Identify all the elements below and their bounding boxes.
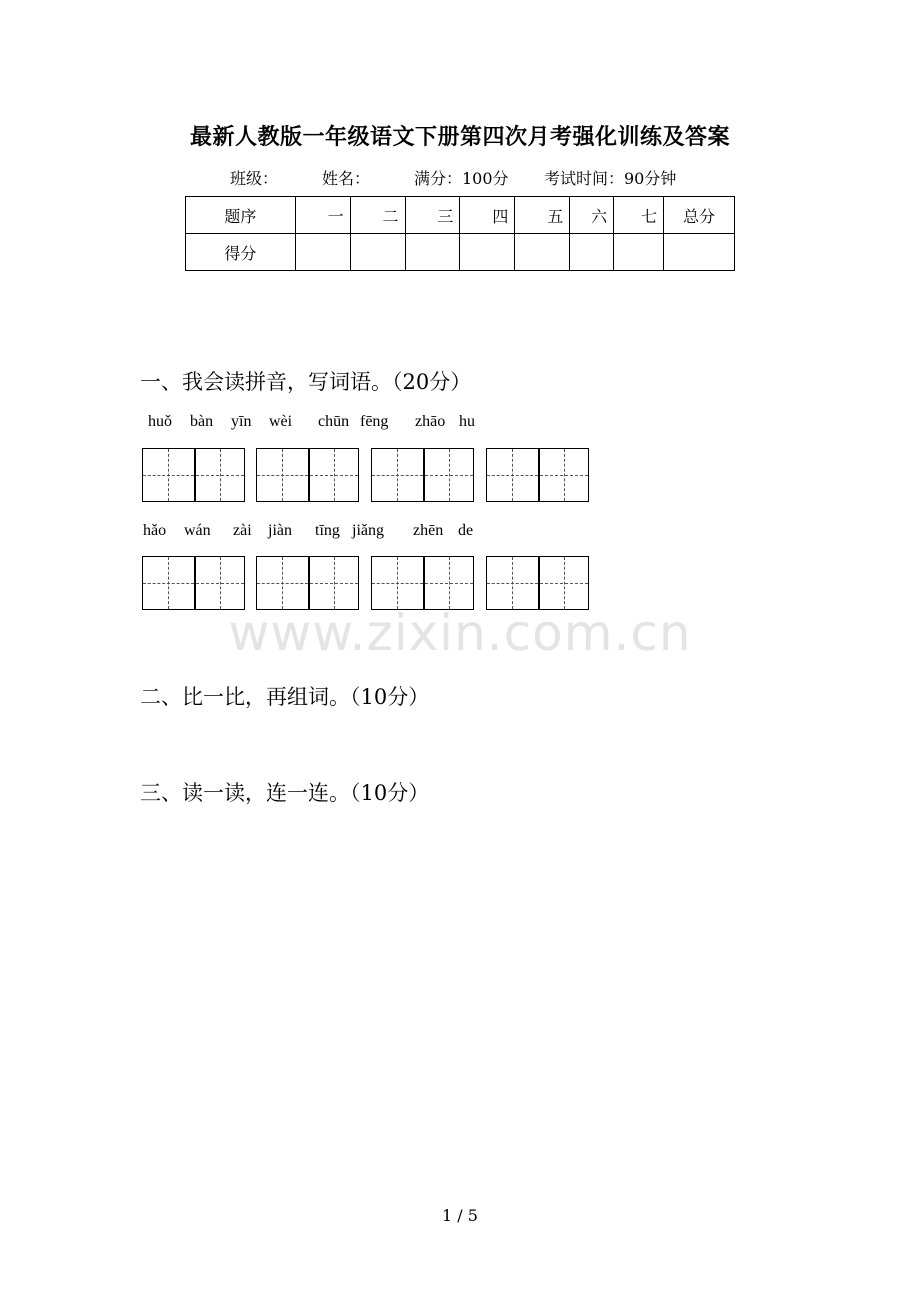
column-header: 四 bbox=[460, 197, 515, 234]
pinyin-syllable: jiàn bbox=[268, 522, 292, 539]
writing-grid[interactable] bbox=[371, 556, 474, 610]
pinyin-syllable: yīn bbox=[231, 413, 252, 430]
pinyin-syllable: bàn bbox=[190, 413, 214, 430]
column-header: 七 bbox=[614, 197, 664, 234]
writing-cell[interactable] bbox=[308, 557, 359, 609]
writing-cell[interactable] bbox=[538, 449, 589, 501]
column-header: 二 bbox=[350, 197, 405, 234]
writing-cell[interactable] bbox=[487, 557, 538, 609]
writing-cell[interactable] bbox=[308, 449, 359, 501]
section-3-heading: 三、读一读，连一连。（10分） bbox=[140, 781, 430, 805]
writing-grid[interactable] bbox=[486, 448, 589, 502]
writing-grid[interactable] bbox=[256, 556, 359, 610]
pinyin-syllable: fēng bbox=[360, 413, 389, 430]
score-cell[interactable] bbox=[350, 234, 405, 271]
writing-cell[interactable] bbox=[257, 557, 308, 609]
score-cell[interactable] bbox=[614, 234, 664, 271]
score-cell[interactable] bbox=[570, 234, 614, 271]
writing-cell[interactable] bbox=[143, 557, 194, 609]
writing-grid[interactable] bbox=[256, 448, 359, 502]
pinyin-syllable: hu bbox=[459, 413, 475, 430]
name-label: 姓名： bbox=[322, 169, 371, 188]
pinyin-syllable: zài bbox=[233, 522, 252, 539]
column-header: 六 bbox=[570, 197, 614, 234]
writing-cell[interactable] bbox=[487, 449, 538, 501]
pinyin-syllable: wán bbox=[184, 522, 211, 539]
score-cell[interactable] bbox=[295, 234, 350, 271]
writing-grid[interactable] bbox=[142, 448, 245, 502]
section-2-heading: 二、比一比，再组词。（10分） bbox=[140, 685, 430, 709]
pinyin-syllable: huǒ bbox=[148, 413, 172, 430]
column-header: 五 bbox=[515, 197, 570, 234]
writing-cell[interactable] bbox=[423, 557, 474, 609]
pinyin-syllable: chūn bbox=[318, 413, 350, 430]
writing-cell[interactable] bbox=[194, 449, 245, 501]
pinyin-syllable: tīng bbox=[315, 522, 340, 539]
column-header: 一 bbox=[295, 197, 350, 234]
pinyin-syllable: jiǎng bbox=[352, 522, 384, 539]
score-label: 得分 bbox=[186, 234, 296, 271]
writing-grid[interactable] bbox=[371, 448, 474, 502]
pinyin-syllable: zhāo bbox=[415, 413, 446, 430]
score-cell[interactable] bbox=[515, 234, 570, 271]
pinyin-syllable: zhēn bbox=[413, 522, 444, 539]
column-header: 三 bbox=[405, 197, 460, 234]
writing-grid[interactable] bbox=[142, 556, 245, 610]
writing-cell[interactable] bbox=[538, 557, 589, 609]
question-order-label: 题序 bbox=[186, 197, 296, 234]
writing-cell[interactable] bbox=[143, 449, 194, 501]
writing-cell[interactable] bbox=[372, 557, 423, 609]
score-table bbox=[185, 196, 735, 271]
pinyin-syllable: wèi bbox=[269, 413, 293, 430]
document-title: 最新人教版一年级语文下册第四次月考强化训练及答案 bbox=[189, 124, 730, 150]
watermark-text: www.zixin.com.cn bbox=[228, 604, 692, 662]
writing-cell[interactable] bbox=[194, 557, 245, 609]
full-score-label: 满分：100分 bbox=[414, 169, 509, 188]
section-1-heading: 一、我会读拼音，写词语。（20分） bbox=[140, 370, 472, 394]
score-cell[interactable] bbox=[405, 234, 460, 271]
total-score-header: 总分 bbox=[664, 197, 735, 234]
writing-grid[interactable] bbox=[486, 556, 589, 610]
pinyin-syllable: hǎo bbox=[143, 522, 167, 539]
writing-cell[interactable] bbox=[372, 449, 423, 501]
score-cell[interactable] bbox=[460, 234, 515, 271]
page-number: 1 / 5 bbox=[442, 1206, 478, 1225]
pinyin-syllable: de bbox=[458, 522, 474, 539]
writing-cell[interactable] bbox=[257, 449, 308, 501]
total-score-cell[interactable] bbox=[664, 234, 735, 271]
class-label: 班级： bbox=[230, 169, 279, 188]
score-table-score-row bbox=[186, 234, 735, 271]
score-table-header-row bbox=[186, 197, 735, 234]
exam-time-label: 考试时间：90分钟 bbox=[544, 169, 677, 188]
writing-cell[interactable] bbox=[423, 449, 474, 501]
